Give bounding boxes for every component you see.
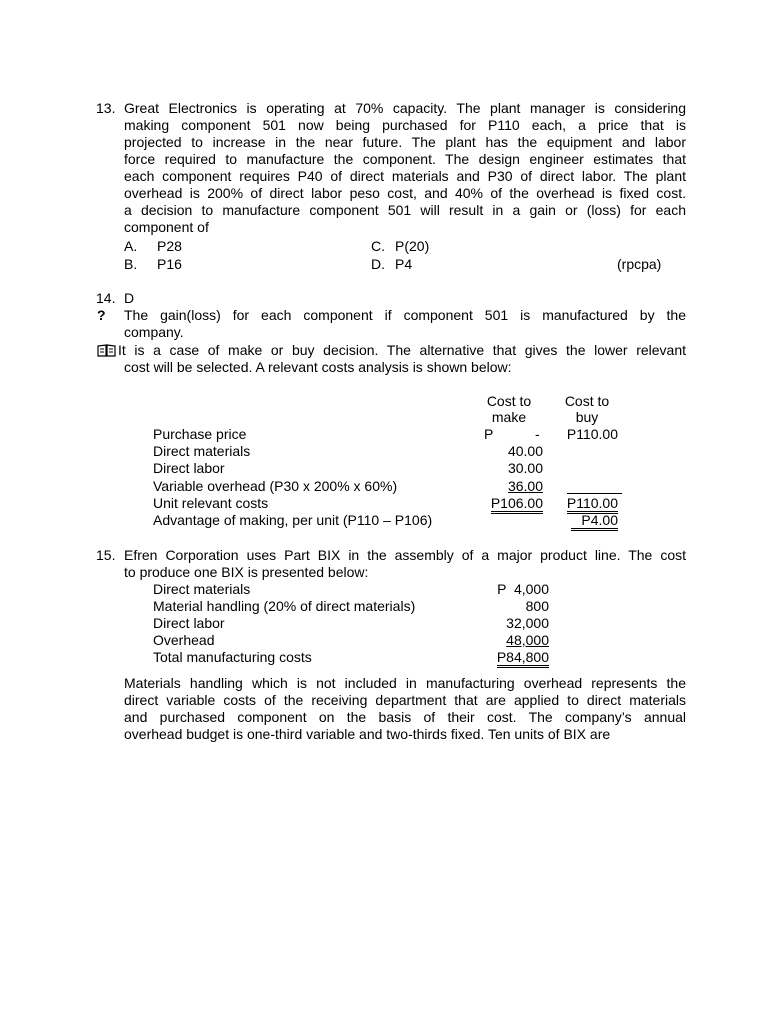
make-value: 36.00 [507, 478, 543, 494]
q13-line: Great Electronics is operating at 70% capacity. The plant manager is considering [124, 100, 686, 116]
q13-text [124, 100, 686, 236]
col-buy-header-1: Cost to [564, 393, 610, 409]
q14-question-line: The gain(loss) for each component if component 501 is manufactured by the [124, 307, 686, 323]
cost-total: P84,800 [497, 649, 549, 668]
row-label: Unit relevant costs [153, 495, 269, 511]
choice-a-text: P28 [157, 238, 182, 254]
q15-intro-line: to produce one BIX is presented below: [124, 564, 369, 580]
q14-explanation-line: It is a case of make or buy decision. The alternative that gives the lower relevant [118, 342, 686, 358]
q15-number: 15. [96, 547, 116, 563]
q13-line: overhead is 200% of direct labor peso cost, and 40% of the overhead is fixed cost. [124, 185, 686, 201]
question-mark-icon: ? [97, 307, 106, 323]
cost-label: Direct materials [153, 581, 251, 597]
q14-question [124, 307, 686, 341]
make-value: 30.00 [507, 460, 543, 476]
col-make-header-2: make [491, 409, 527, 425]
cost-label: Material handling (20% of direct materials) [153, 598, 416, 614]
q15-body-line: Materials handling which is not included in manufacturing overhead represents the [124, 675, 686, 691]
q15-body-line: and purchased component on the basis of their cost. The company’s annual [124, 709, 686, 725]
choice-c-letter: C. [371, 238, 385, 254]
make-value: - [535, 426, 540, 442]
q14-explanation-line: cost will be selected. A relevant costs analysis is shown below: [124, 359, 512, 375]
q13-line: component of [124, 219, 209, 235]
choice-a-letter: A. [124, 238, 138, 254]
choice-b-text: P16 [157, 256, 182, 272]
buy-value: P110.00 [566, 426, 618, 442]
row-label: Advantage of making, per unit (P110 – P106) [153, 512, 433, 528]
open-book-icon [97, 344, 116, 357]
choice-c-text: P(20) [395, 238, 430, 254]
choice-d-text: P4 [395, 256, 413, 272]
row-label: Direct labor [153, 460, 225, 476]
advantage-value: P4.00 [571, 512, 618, 531]
q14-question-line: company. [124, 324, 184, 340]
buy-underline [567, 478, 622, 494]
col-buy-header-2: buy [575, 409, 599, 425]
q13-line: force required to manufacture the component. The design engineer estimates that [124, 151, 686, 167]
cost-value: 48,000 [506, 632, 549, 648]
q13-line: projected to increase in the near future. The plant has the equipment and labor [124, 134, 686, 150]
cost-value: 32,000 [506, 615, 549, 631]
cost-label: Total manufacturing costs [153, 649, 312, 665]
q15-intro-line: Efren Corporation uses Part BIX in the assembly of a major product line. The cost [124, 547, 686, 563]
row-label: Purchase price [153, 426, 247, 442]
buy-total: P110.00 [567, 495, 618, 514]
cost-value: 800 [525, 598, 549, 614]
col-make-header-1: Cost to [486, 393, 532, 409]
q14-number: 14. [96, 290, 116, 306]
cost-value: P 4,000 [497, 581, 549, 597]
make-total: P106.00 [491, 495, 543, 514]
q13-number: 13. [96, 100, 116, 116]
cost-label: Overhead [153, 632, 215, 648]
q14-answer: D [124, 290, 135, 306]
q15-body-line: direct variable costs of the receiving department that are applied to direct materials [124, 692, 686, 708]
q15-body [124, 675, 686, 743]
cost-label: Direct labor [153, 615, 225, 631]
q13-line: each component requires P40 of direct materials and P30 of direct labor. The plant [124, 168, 686, 184]
choice-b-letter: B. [124, 256, 138, 272]
choice-d-letter: D. [371, 256, 385, 272]
make-value: 40.00 [507, 443, 543, 459]
source-tag: (rpcpa) [617, 256, 662, 272]
q13-line: a decision to manufacture component 501 will result in a gain or (loss) for each [124, 202, 686, 218]
currency-symbol: P [484, 426, 494, 442]
q15-intro [124, 547, 686, 581]
row-label: Variable overhead (P30 x 200% x 60%) [153, 478, 398, 494]
row-label: Direct materials [153, 443, 251, 459]
q13-line: making component 501 now being purchased for P110 each, a price that is [124, 117, 686, 133]
q15-body-line: overhead budget is one-third variable and two-thirds fixed. Ten units of BIX are [124, 726, 611, 742]
